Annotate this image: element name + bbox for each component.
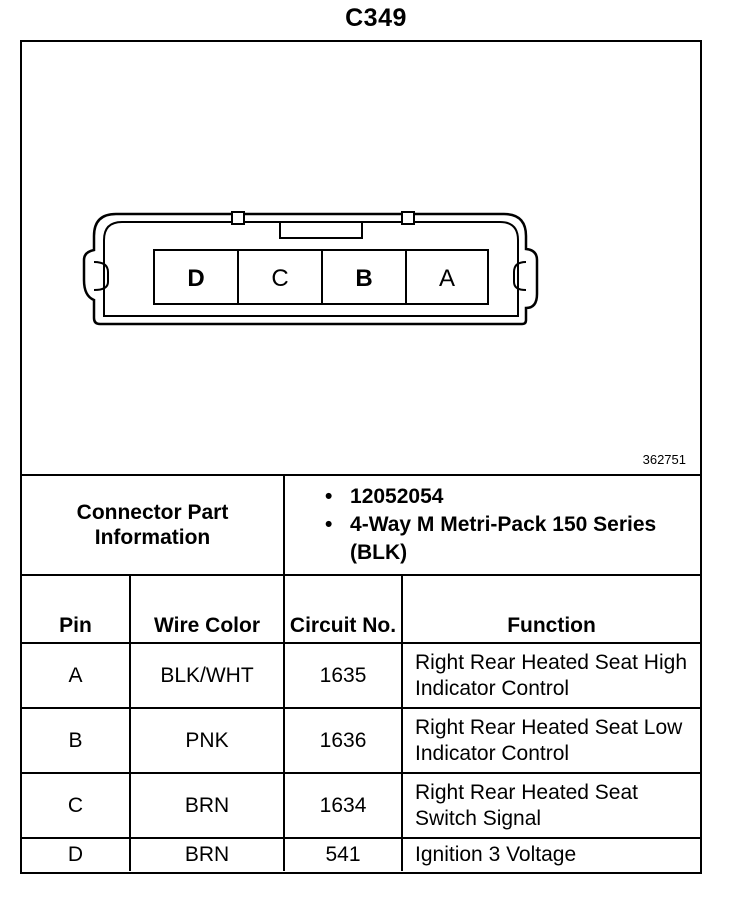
function-cell: Right Rear Heated Seat High Indicator Control [402,643,700,708]
table-header-row [22,575,700,643]
connector-info-table [22,474,700,871]
connector-sheet [20,40,702,874]
part-description: • 4-Way M Metri-Pack 150 Series (BLK) [325,511,700,567]
pin-label: A [438,265,456,292]
connector-title: C349 [345,4,407,32]
top-tab-left [232,212,244,224]
header-circuit: Circuit No. [284,575,402,643]
part-info-values [284,475,700,575]
pin-label: B [355,265,373,292]
part-number: • 12052054 [325,483,700,511]
pin-cell: A [22,643,130,708]
pin-cell: D [22,838,130,871]
circuit-cell: 541 [284,838,402,871]
pin-cell: B [22,708,130,773]
table-row [22,708,700,773]
circuit-cell: 1635 [284,643,402,708]
figure-number: 362751 [642,452,686,467]
pin-label: D [187,265,205,292]
top-tab-right [402,212,414,224]
pin-cell: C [22,773,130,838]
circuit-cell: 1634 [284,773,402,838]
header-pin: Pin [22,575,130,643]
right-latch [514,262,526,290]
table-row [22,838,700,871]
table-row [22,773,700,838]
function-cell: Right Rear Heated Seat Low Indicator Control [402,708,700,773]
wire-color-cell: BRN [130,773,284,838]
table-row [22,643,700,708]
circuit-cell: 1636 [284,708,402,773]
wire-color-cell: BRN [130,838,284,871]
polarization-key [280,222,362,238]
function-cell: Right Rear Heated Seat Switch Signal [402,773,700,838]
header-function: Function [402,575,700,643]
part-info-row [22,475,700,575]
header-wire-color: Wire Color [130,575,284,643]
wire-color-cell: PNK [130,708,284,773]
function-cell: Ignition 3 Voltage [402,838,700,871]
connector-diagram [22,42,700,474]
pin-label: C [271,265,289,292]
part-info-label: Connector Part Information [22,475,284,575]
left-latch [94,262,108,290]
wire-color-cell: BLK/WHT [130,643,284,708]
